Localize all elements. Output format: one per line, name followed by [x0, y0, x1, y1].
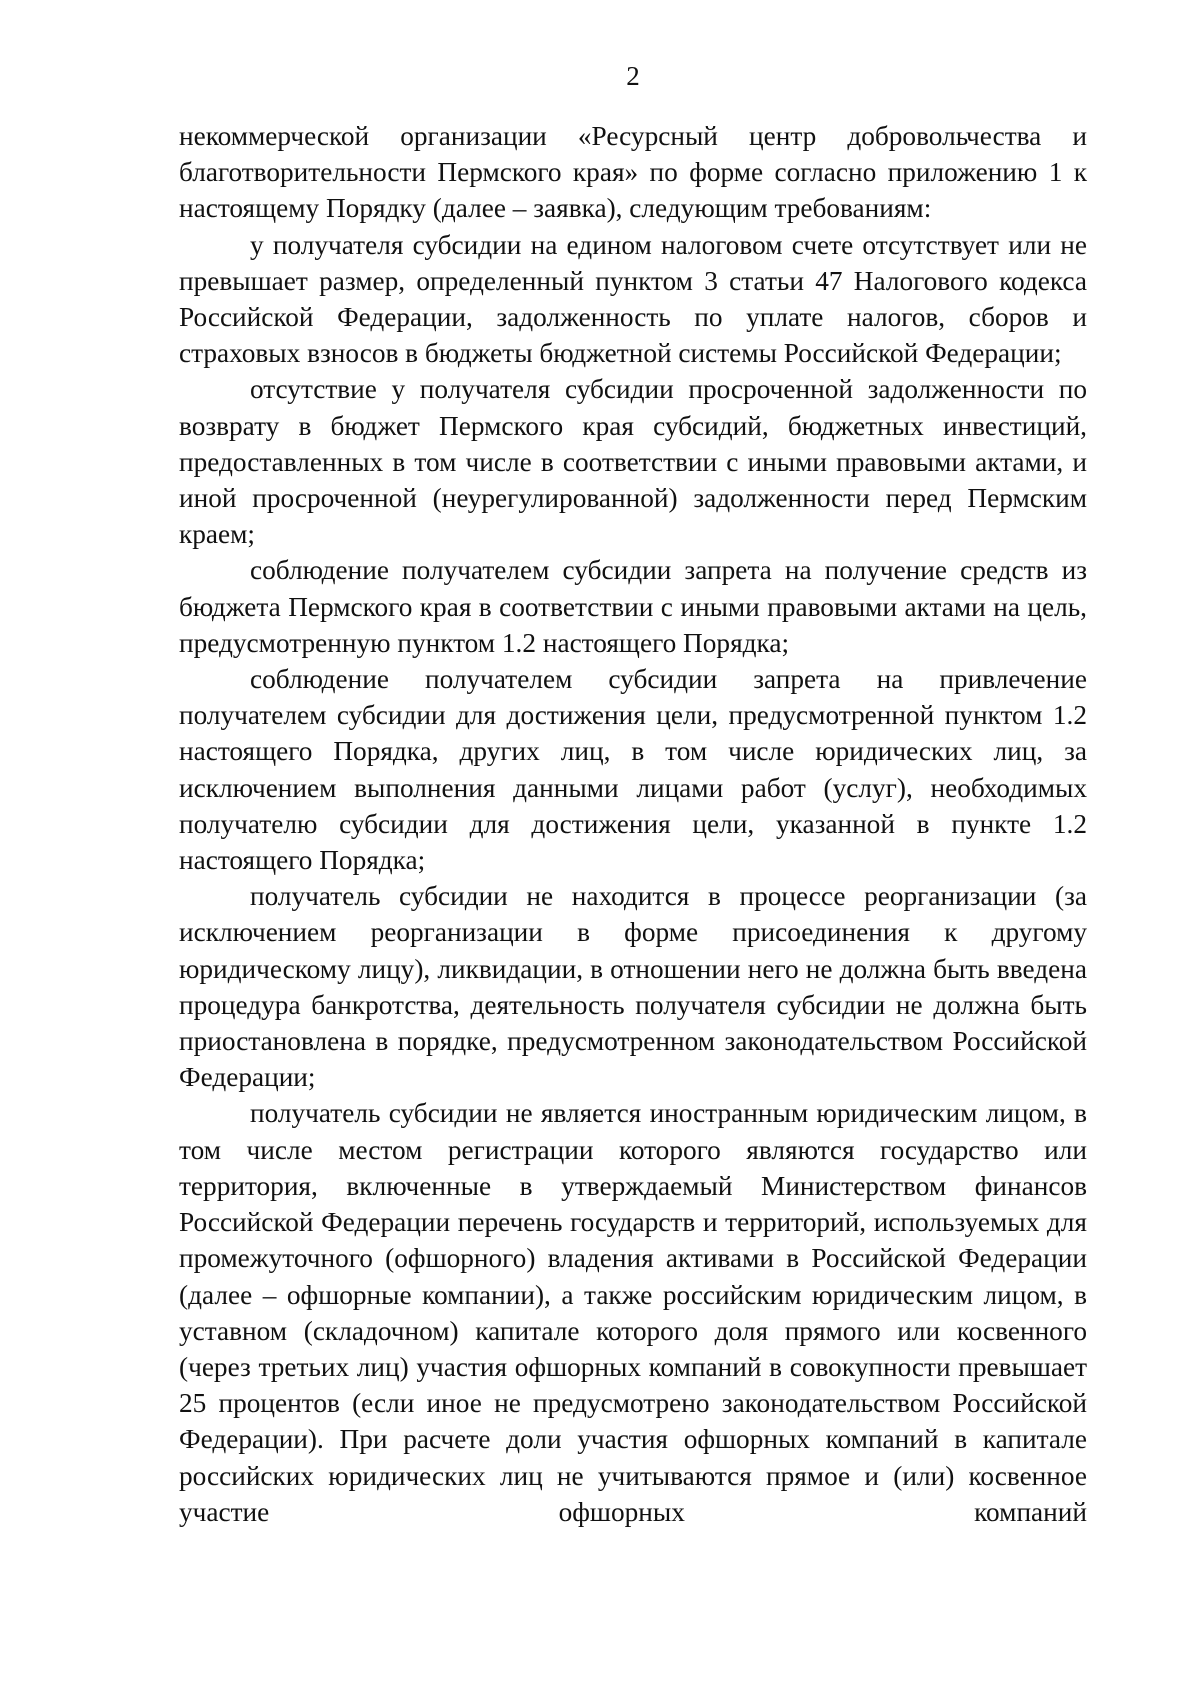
paragraph-tax-debt-requirement: у получателя субсидии на едином налоговом счете отсутствует или не превышает размер, определенный пунктом 3 статьи 47 Налогового кодекса Российской Федерации, задолженность по уплате налогов, сборов и страховых взносов в бюджеты бюджетной системы Российской Федерации;	[179, 229, 1087, 369]
paragraph-reorganization-requirement: получатель субсидии не находится в процессе реорганизации (за исключением реорганизации в форме присоединения к другому юридическому лицу), ликвидации, в отношении него не должна быть введена процедура банкротства, деятельность получателя субсидии не должна быть приостановлена в порядке, предусмотренном законодательством Российской Федерации;	[179, 881, 1087, 1093]
paragraph-intro-continuation: некоммерческой организации «Ресурсный центр добровольчества и благотворительности Пермского края» по форме согласно приложению 1 к настоящему Порядку (далее – заявка), следующим требованиям:	[179, 121, 1087, 224]
paragraph-third-party-ban-requirement: соблюдение получателем субсидии запрета на привлечение получателем субсидии для достижения цели, предусмотренной пунктом 1.2 настоящего Порядка, других лиц, в том числе юридических лиц, за исключением выполнения данными лицами работ (услуг), необходимых получателю субсидии для достижения цели, указанной в пункте 1.2 настоящего Порядка;	[179, 664, 1087, 876]
paragraph-offshore-requirement: получатель субсидии не является иностранным юридическим лицом, в том числе местом регистрации которого являются государство или территория, включенные в утверждаемый Министерством финансов Российской Федерации перечень государств и территорий, используемых для промежуточного (офшорного) владения активами в Российской Федерации (далее – офшорные компании), а также российским юридическим лицом, в уставном (складочном) капитале которого доля прямого или косвенного (через третьих лиц) участия офшорных компаний в совокупности превышает 25 процентов (если иное не предусмотрено законодательством Российской Федерации). При расчете доли участия офшорных компаний в капитале российских юридических лиц не учитываются прямое и (или) косвенное участие офшорных компаний	[179, 1098, 1087, 1527]
paragraph-overdue-debt-requirement: отсутствие у получателя субсидии просроченной задолженности по возврату в бюджет Пермского края субсидий, бюджетных инвестиций, предоставленных в том числе в соответствии с иными правовыми актами, и иной просроченной (неурегулированной) задолженности перед Пермским краем;	[179, 374, 1087, 550]
paragraph-funding-ban-requirement: соблюдение получателем субсидии запрета на получение средств из бюджета Пермского края в соответствии с иными правовыми актами на цель, предусмотренную пунктом 1.2 настоящего Порядка;	[179, 555, 1087, 658]
page-number: 2	[626, 61, 640, 91]
document-body	[179, 118, 1087, 1530]
